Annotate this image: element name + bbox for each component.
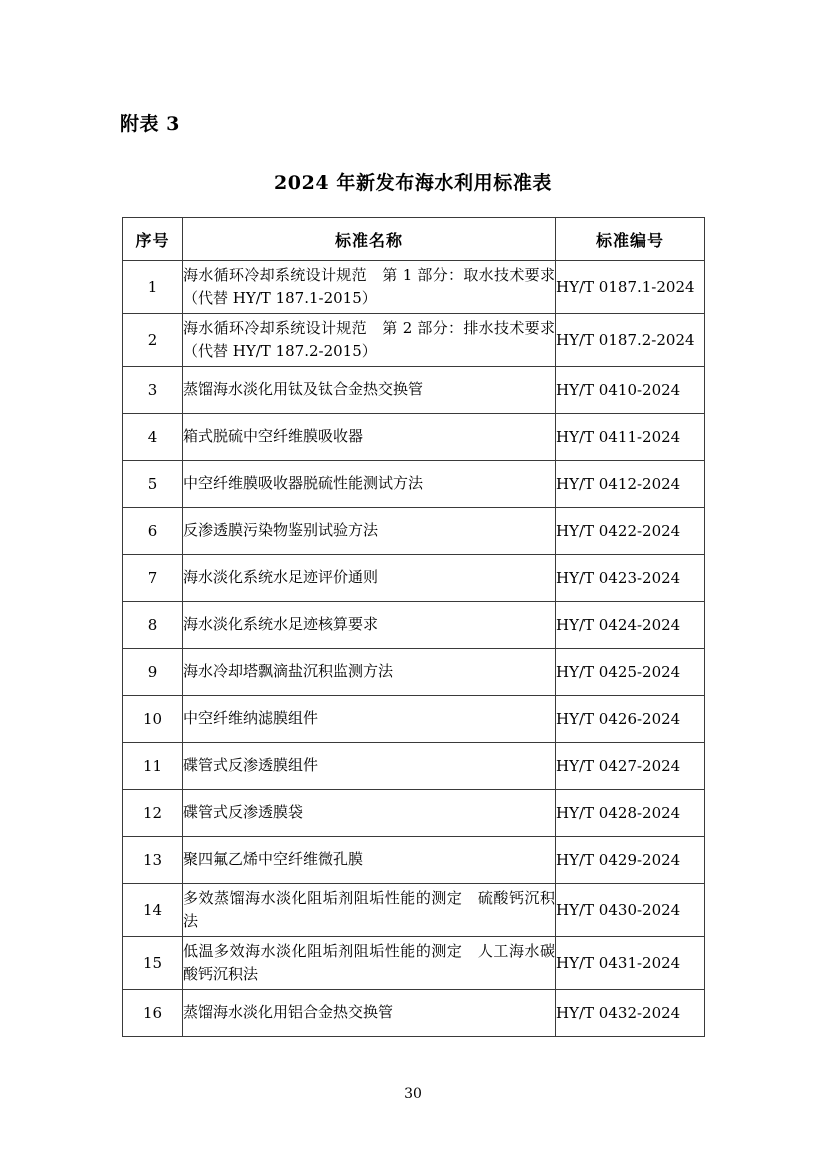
cell-standard-name: 中空纤维纳滤膜组件: [183, 696, 556, 743]
table-row: [123, 555, 705, 602]
cell-sequence-number: 6: [123, 508, 183, 555]
table-header-row: [123, 218, 705, 261]
cell-standard-code: HY/T 0428-2024: [556, 790, 705, 837]
table-row: [123, 837, 705, 884]
column-header-no: 序号: [123, 218, 183, 261]
cell-sequence-number: 13: [123, 837, 183, 884]
cell-sequence-number: 2: [123, 314, 183, 367]
table-row: [123, 602, 705, 649]
cell-sequence-number: 1: [123, 261, 183, 314]
table-row: [123, 461, 705, 508]
table-row: [123, 414, 705, 461]
cell-standard-code: HY/T 0412-2024: [556, 461, 705, 508]
cell-standard-name: 箱式脱硫中空纤维膜吸收器: [183, 414, 556, 461]
cell-standard-code: HY/T 0429-2024: [556, 837, 705, 884]
cell-sequence-number: 11: [123, 743, 183, 790]
table-row: [123, 367, 705, 414]
cell-standard-name: 碟管式反渗透膜组件: [183, 743, 556, 790]
cell-standard-name: 碟管式反渗透膜袋: [183, 790, 556, 837]
cell-standard-name: 海水淡化系统水足迹核算要求: [183, 602, 556, 649]
cell-standard-code: HY/T 0432-2024: [556, 990, 705, 1037]
cell-standard-code: HY/T 0423-2024: [556, 555, 705, 602]
table-row: [123, 990, 705, 1037]
cell-standard-name: 海水循环冷却系统设计规范 第 1 部分：取水技术要求（代替 HY/T 187.1-2015）: [183, 261, 556, 314]
cell-standard-code: HY/T 0425-2024: [556, 649, 705, 696]
cell-standard-name: 蒸馏海水淡化用铝合金热交换管: [183, 990, 556, 1037]
cell-sequence-number: 5: [123, 461, 183, 508]
table-row: [123, 508, 705, 555]
table-row: [123, 696, 705, 743]
table-row: [123, 790, 705, 837]
cell-sequence-number: 4: [123, 414, 183, 461]
standards-table: [122, 217, 705, 1037]
cell-sequence-number: 8: [123, 602, 183, 649]
page-number: 30: [404, 1086, 422, 1102]
cell-sequence-number: 14: [123, 884, 183, 937]
table-row: [123, 743, 705, 790]
cell-standard-code: HY/T 0422-2024: [556, 508, 705, 555]
cell-standard-code: HY/T 0424-2024: [556, 602, 705, 649]
table-row: [123, 649, 705, 696]
cell-standard-name: 海水循环冷却系统设计规范 第 2 部分：排水技术要求（代替 HY/T 187.2-2015）: [183, 314, 556, 367]
cell-sequence-number: 16: [123, 990, 183, 1037]
cell-standard-name: 多效蒸馏海水淡化阻垢剂阻垢性能的测定 硫酸钙沉积法: [183, 884, 556, 937]
column-header-code: 标准编号: [556, 218, 705, 261]
cell-sequence-number: 9: [123, 649, 183, 696]
table-row: [123, 937, 705, 990]
cell-standard-name: 蒸馏海水淡化用钛及钛合金热交换管: [183, 367, 556, 414]
page-title: 2024 年新发布海水利用标准表: [273, 172, 553, 194]
cell-standard-code: HY/T 0430-2024: [556, 884, 705, 937]
cell-standard-code: HY/T 0427-2024: [556, 743, 705, 790]
cell-sequence-number: 12: [123, 790, 183, 837]
cell-standard-code: HY/T 0187.2-2024: [556, 314, 705, 367]
table-row: [123, 261, 705, 314]
cell-standard-name: 聚四氟乙烯中空纤维微孔膜: [183, 837, 556, 884]
cell-standard-code: HY/T 0426-2024: [556, 696, 705, 743]
table-row: [123, 314, 705, 367]
cell-standard-code: HY/T 0187.1-2024: [556, 261, 705, 314]
section-label: 附表 3: [120, 113, 180, 135]
table-header: [123, 218, 705, 261]
table-row: [123, 884, 705, 937]
cell-sequence-number: 7: [123, 555, 183, 602]
cell-standard-name: 海水冷却塔飘滴盐沉积监测方法: [183, 649, 556, 696]
cell-standard-name: 低温多效海水淡化阻垢剂阻垢性能的测定 人工海水碳酸钙沉积法: [183, 937, 556, 990]
cell-sequence-number: 10: [123, 696, 183, 743]
cell-standard-name: 海水淡化系统水足迹评价通则: [183, 555, 556, 602]
table-body: [123, 261, 705, 1037]
cell-standard-code: HY/T 0410-2024: [556, 367, 705, 414]
cell-sequence-number: 3: [123, 367, 183, 414]
column-header-name: 标准名称: [183, 218, 556, 261]
cell-standard-name: 中空纤维膜吸收器脱硫性能测试方法: [183, 461, 556, 508]
cell-standard-code: HY/T 0431-2024: [556, 937, 705, 990]
cell-sequence-number: 15: [123, 937, 183, 990]
cell-standard-code: HY/T 0411-2024: [556, 414, 705, 461]
cell-standard-name: 反渗透膜污染物鉴别试验方法: [183, 508, 556, 555]
